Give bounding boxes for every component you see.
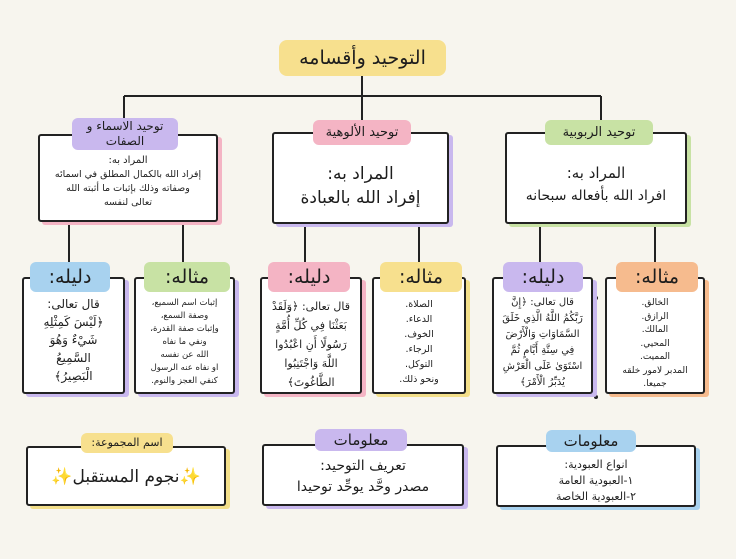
asma-dalil-line: ﴿لَيْسَ كَمِثْلِهِ (43, 315, 104, 329)
uluhiyyah-meaning-head: المراد به: (327, 164, 394, 184)
asma-mithal-line: إثبات اسم السميع، (151, 298, 218, 308)
asma-label-line2: الصفات (105, 134, 145, 148)
uluhiyyah-mithal-line: الصلاة. (405, 299, 433, 310)
asma-dalil-label: دليله: (30, 262, 110, 292)
asma-meaning-line: إفراد الله بالكمال المطلق في اسمائه (54, 169, 202, 180)
uluhiyyah-dalil-line: بَعَثْنَا فِي كُلِّ أُمَّةٍ (275, 319, 347, 332)
asma-label-line1: توحيد الاسماء و (86, 119, 164, 133)
uluhiyyah-mithal-box (372, 277, 466, 394)
asma-dalil-line: السَّمِيعُ (56, 351, 91, 365)
rububiyyah-label: توحيد الربوبية (545, 120, 653, 145)
uluhiyyah-mithal-label: مثاله: (380, 262, 462, 292)
uluhiyyah-dalil-line: قال تعالى: ﴿وَلَقَدْ (272, 300, 350, 313)
rububiyyah-mithal-line: جميعا. (643, 379, 667, 389)
rububiyyah-mithal-line: الرازق. (641, 311, 669, 322)
uluhiyyah-dalil-line: اللَّهَ وَاجْتَنِبُوا (284, 357, 338, 370)
info1-line: ٢-العبودية الخاصة (555, 490, 637, 503)
rububiyyah-meaning-body: افراد الله بأفعاله سبحانه (525, 188, 667, 204)
rububiyyah-meaning-head: المراد به: (566, 164, 626, 182)
asma-mithal-line: وصفة السمع، (160, 311, 209, 321)
rububiyyah-mithal-box (605, 277, 705, 394)
rububiyyah-dalil-line: يُدَبِّرُ الْأَمْرَ﴾ (520, 377, 565, 388)
asma-dalil-line: قال تعالى: (47, 297, 100, 311)
info1-line: انواع العبودية: (564, 458, 628, 471)
rububiyyah-dalil-line: السَّمَاوَاتِ وَالْأَرْضَ (505, 329, 580, 340)
uluhiyyah-dalil-line: الطَّاغُوتَ﴾ (287, 376, 335, 389)
asma-mithal-box (134, 277, 235, 394)
page-title: التوحيد وأقسامه (279, 40, 446, 76)
group-label: اسم المجموعة: (81, 433, 173, 453)
uluhiyyah-label: توحيد الألوهية (313, 120, 411, 145)
asma-meaning-head: المراد به: (108, 155, 148, 166)
asma-mithal-line: كنفي العجز والنوم. (151, 376, 218, 386)
rububiyyah-mithal-label: مثاله: (616, 262, 698, 292)
asma-mithal-line: الله عن نفسه (160, 350, 209, 360)
info1-label: معلومات (546, 430, 636, 452)
info2-line: تعريف التوحيد: (320, 458, 406, 474)
asma-mithal-line: ونفي ما نفاه (162, 337, 207, 347)
asma-label (72, 118, 178, 150)
info2-line: مصدر وحَّد يوحِّد توحيدا (296, 479, 430, 495)
uluhiyyah-dalil-box (260, 277, 362, 394)
group-box (26, 446, 226, 506)
rububiyyah-mithal-line: المميت. (639, 352, 671, 362)
uluhiyyah-dalil-label: دليله: (268, 262, 350, 292)
rububiyyah-mithal-line: المحيي. (640, 338, 670, 349)
rububiyyah-mithal-line: الخالق. (641, 298, 669, 308)
asma-mithal-line: او نفاه عنه الرسول (150, 363, 219, 373)
info2-box (262, 444, 464, 506)
rububiyyah-dalil-box (492, 277, 593, 394)
info1-box (496, 445, 696, 507)
uluhiyyah-mithal-line: الرجاء. (405, 344, 433, 355)
rububiyyah-dalil-line: رَبَّكُمُ اللَّهُ الَّذِي خَلَقَ (502, 313, 583, 324)
asma-mithal-label: مثاله: (144, 262, 230, 292)
info2-label: معلومات (315, 429, 407, 451)
asma-meaning-line: وصفاته وذلك بإثبات ما أثبته الله (66, 183, 190, 194)
rububiyyah-dalil-line: اسْتَوَىٰ عَلَى الْعَرْشِ (502, 361, 583, 372)
group-name: ✨نجوم المستقبل✨ (51, 467, 201, 487)
rububiyyah-mithal-line: المدبر لامور خلقه (622, 365, 688, 376)
asma-mithal-line: وإثبات صفة القدرة، (150, 324, 219, 334)
uluhiyyah-meaning-body: إفراد الله بالعبادة (300, 188, 421, 208)
uluhiyyah-mithal-line: التوكل. (404, 359, 434, 370)
asma-dalil-box (22, 277, 125, 394)
uluhiyyah-meaning-box (272, 132, 449, 224)
asma-meaning-line: تعالى لنفسه (103, 197, 153, 208)
asma-dalil-line: شَيْءٌ وَهُوَ (49, 333, 98, 347)
rububiyyah-dalil-line: فِي سِتَّةِ أَيَّامٍ ثُمَّ (510, 345, 575, 356)
asma-dalil-line: الْبَصِيرُ﴾ (54, 369, 93, 383)
rububiyyah-meaning-box (505, 132, 687, 224)
rububiyyah-dalil-label: دليله: (503, 262, 583, 292)
rububiyyah-dalil-line: قال تعالى: ﴿إِنَّ (511, 297, 574, 308)
uluhiyyah-mithal-line: الخوف. (404, 329, 434, 340)
uluhiyyah-mithal-line: ونحو ذلك. (399, 374, 439, 385)
info1-line: ١-العبودية العامة (558, 474, 634, 487)
uluhiyyah-mithal-line: الدعاء. (405, 314, 433, 325)
rububiyyah-mithal-line: المالك. (641, 325, 669, 335)
uluhiyyah-dalil-line: رَسُولًا أَنِ اعْبُدُوا (275, 338, 347, 351)
